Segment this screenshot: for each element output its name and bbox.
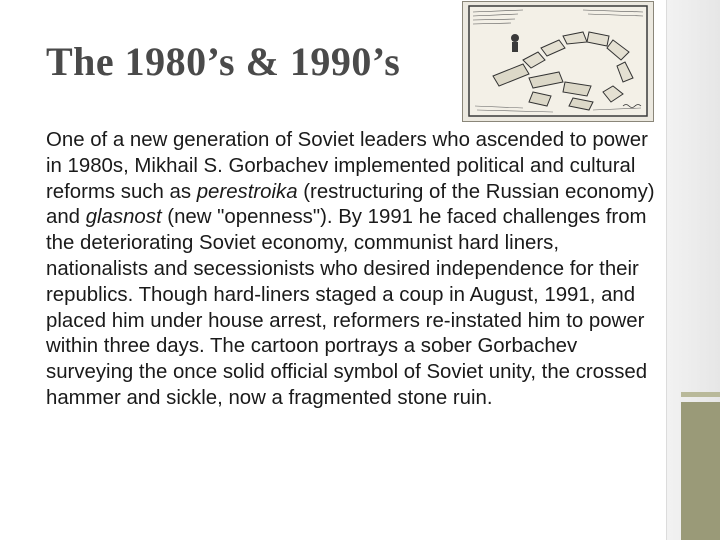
term-glasnost: glasnost [85,206,162,229]
accent-bar [681,402,720,540]
body-mid: (restructuring of the Russian economy) and [46,180,655,229]
term-perestroika: perestroika [196,180,298,203]
body-rest: (new "openness"). By 1991 he faced challenges from the deteriorating Soviet economy, communist hard liners, nationalists and secessionists who desired independence for their republics. Though hard-liners staged a coup in August, 1991, and placed him under house arrest, reformers re-instated him to power within three days. The cartoon portrays a sober Gorbachev surveying the once solid official symbol of Soviet unity, the crossed hammer and sickle, now a fragmented stone ruin. [46,206,648,409]
slide-title: The 1980’s & 1990’s [46,39,401,84]
body-intro: One of a new generation of Soviet leaders who ascended to power in 1980s, Mikhail S. Gorbachev implemented political and cultural reforms such as [46,129,648,203]
body-paragraph [46,128,656,412]
broken-hammer-and-sickle-icon [463,2,653,121]
cartoon-image [462,1,654,122]
accent-strip [681,392,720,397]
